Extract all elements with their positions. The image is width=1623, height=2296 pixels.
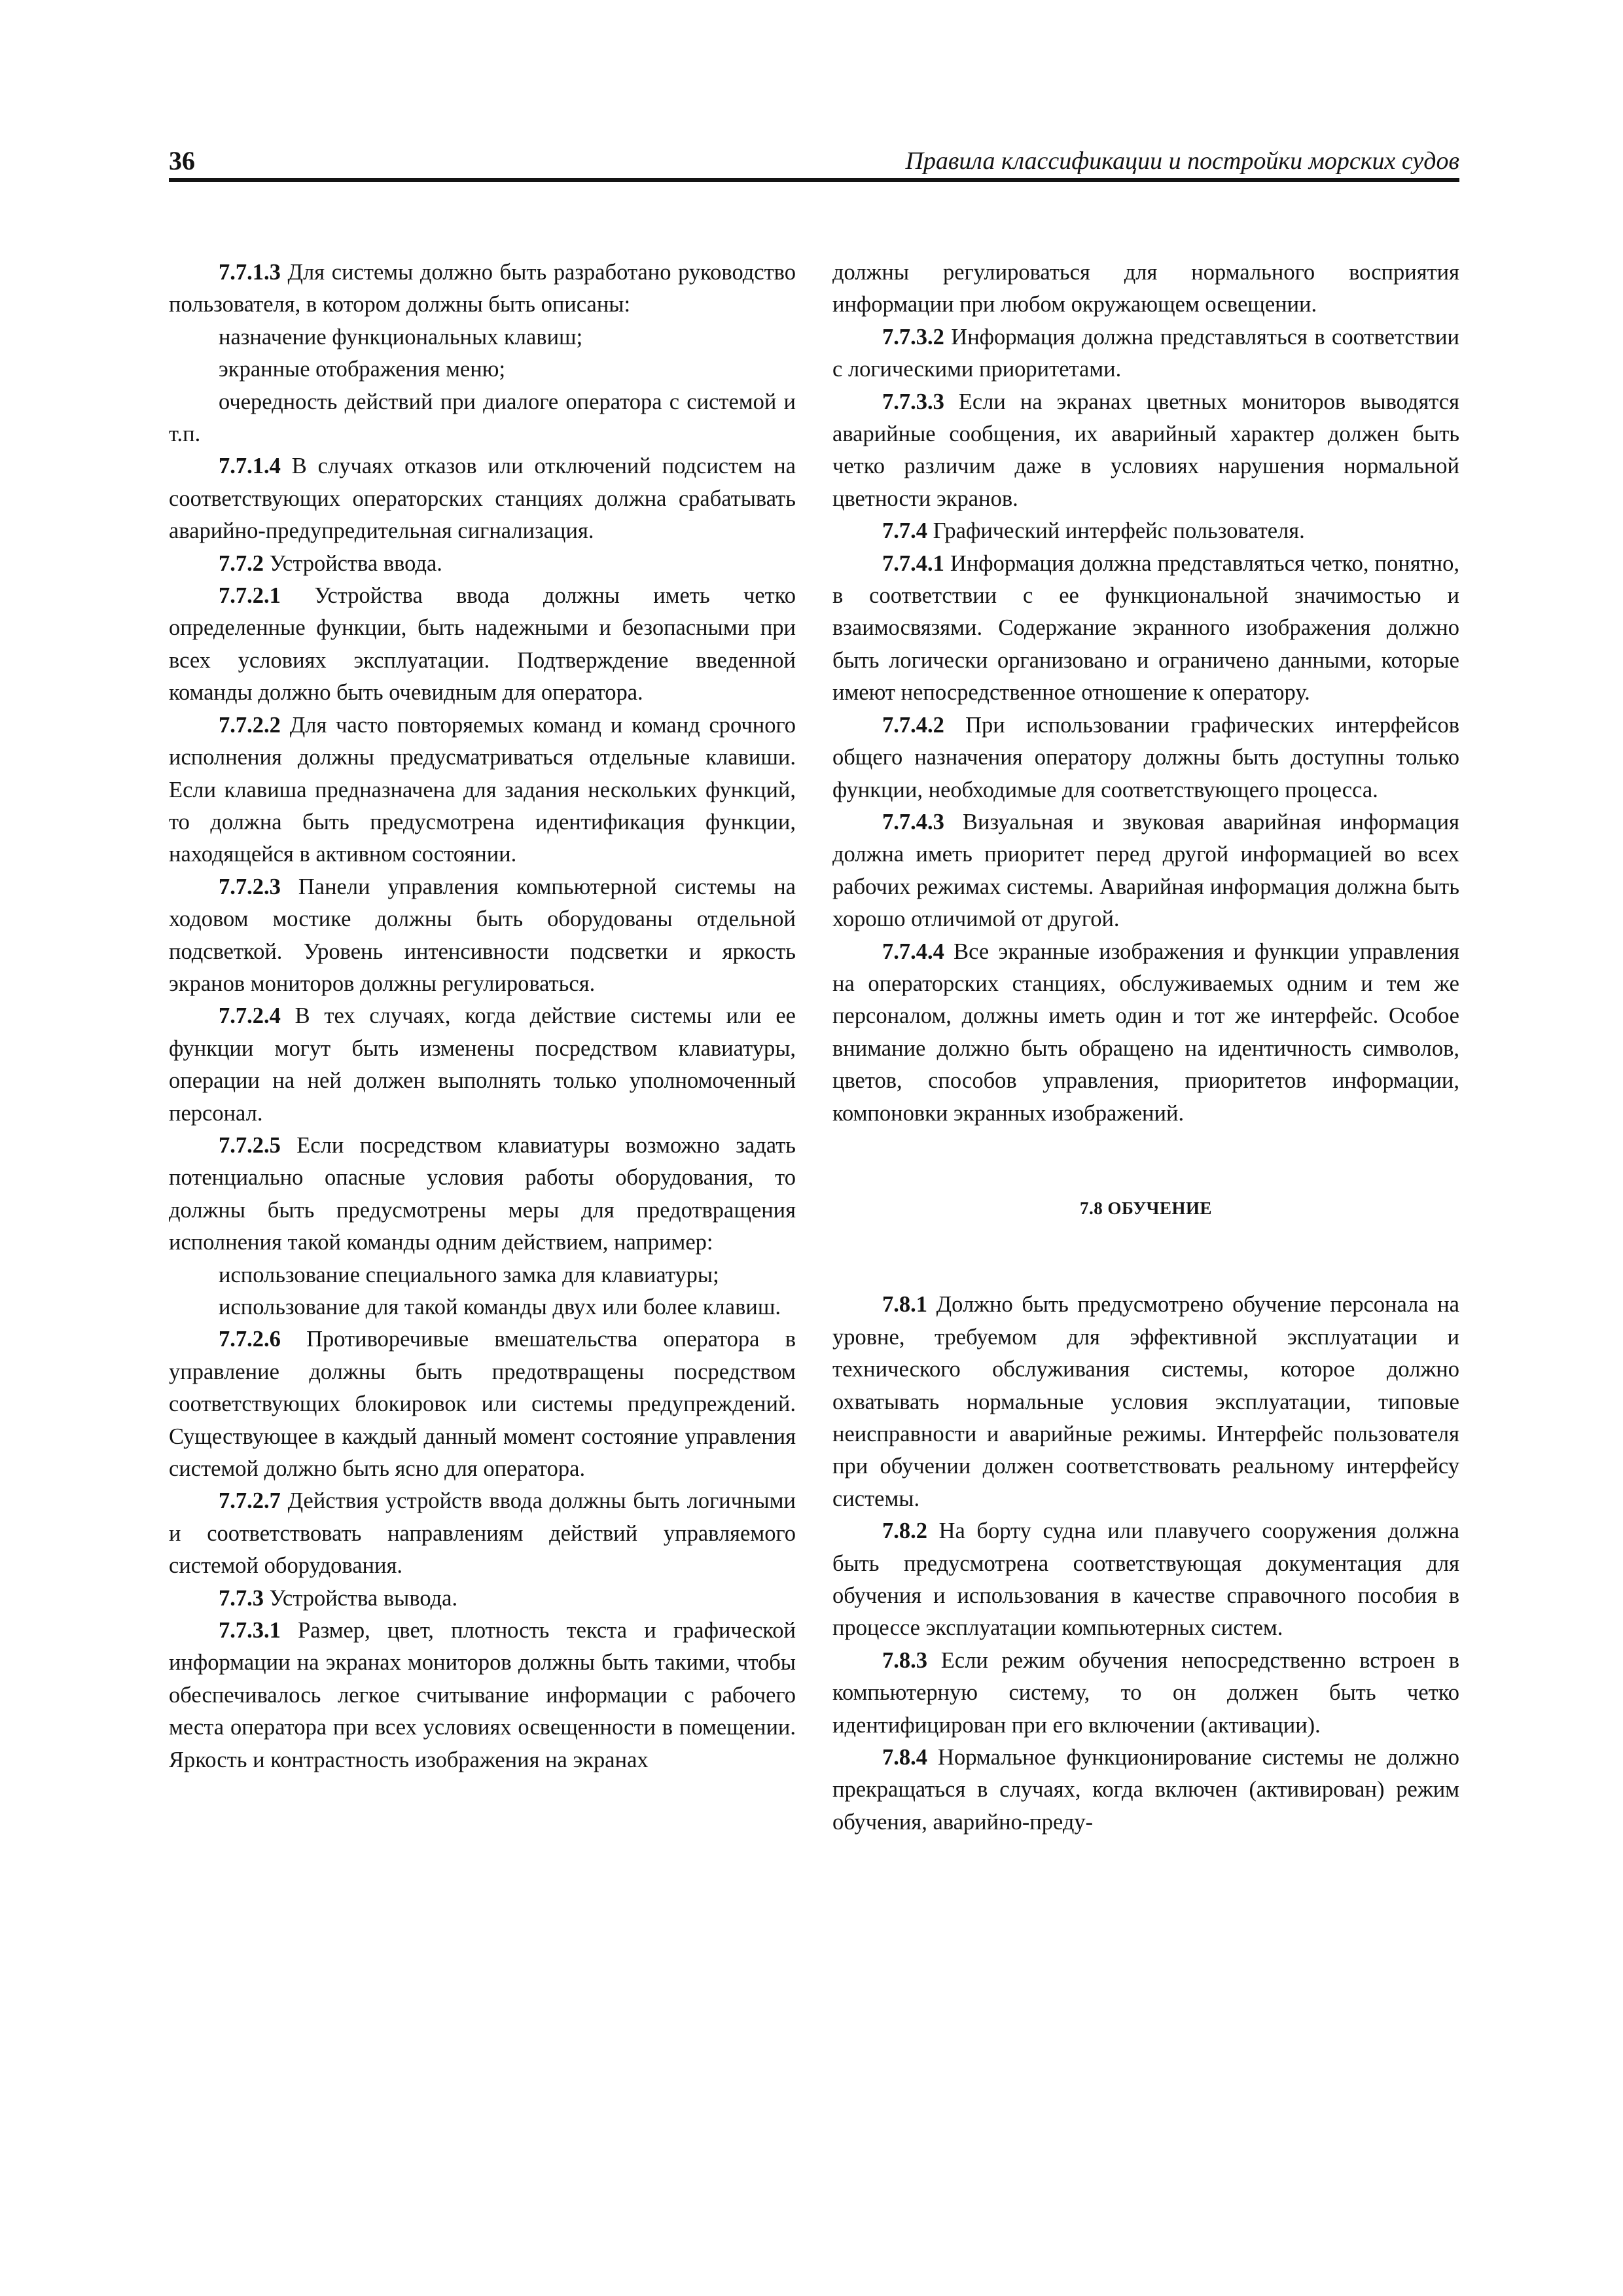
paragraph-text: Устройства ввода должны иметь четко определенные функции, быть надежными и безопасными при всех условиях эксплуатации. Подтверждение введенной команды должно быть очевидным для оператора. (169, 583, 796, 706)
paragraph (169, 386, 796, 451)
paragraph-text: Должно быть предусмотрено обучение персонала на уровне, требуемом для эффективной эксплуатации и технического обслуживания системы, которое должно охватывать нормальные условия эксплуатации, типовые неисправности и аварийные режимы. Интерфейс пользователя при обучении должен соответствовать реальному интерфейсу системы. (832, 1292, 1459, 1511)
clause-number: 7.7.2.5 (219, 1132, 281, 1158)
paragraph-text: Все экранные изображения и функции управления на операторских станциях, обслуживаемых одним и тем же персоналом, должны иметь один и тот же интерфейс. Особое внимание должно быть обращено на идентичность символов, цветов, способов управления, приоритетов информации, компоновки экранных изображений. (832, 939, 1459, 1126)
paragraph (832, 806, 1459, 936)
paragraph-text: Если на экранах цветных мониторов выводятся аварийные сообщения, их аварийный характер должен быть четко различим даже в условиях нарушения нормальной цветности экранов. (832, 389, 1459, 511)
clause-number: 7.7.4.3 (882, 809, 944, 834)
paragraph (169, 1130, 796, 1259)
paragraph-text: Графический интерфейс пользователя. (927, 518, 1305, 544)
paragraph-text: Для системы должно быть разработано руководство пользователя, в котором должны быть описаны: (169, 260, 796, 317)
paragraph (169, 1000, 796, 1130)
paragraph-text: В случаях отказов или отключений подсистем на соответствующих операторских станциях должна срабатывать аварийно-предупредительная сигнализация. (169, 454, 796, 544)
paragraph (832, 321, 1459, 386)
paragraph-text: Информация должна представляться четко, понятно, в соответствии с ее функциональной значимостью и взаимосвязями. Содержание экранного изображения должно быть логически организовано и ограничено данными, которые имеют непосредственное отношение к оператору. (832, 550, 1459, 706)
section-heading: 7.8 ОБУЧЕНИЕ (1079, 1198, 1213, 1218)
running-title: Правила классификации и постройки морских судов (905, 147, 1459, 175)
paragraph-text: Устройства ввода. (264, 550, 442, 576)
paragraph (169, 353, 796, 386)
paragraph-text: На борту судна или плавучего сооружения должна быть предусмотрена соответствующая документация для обучения и использования в качестве справочного пособия в процессе эксплуатации компьютерных систем. (832, 1518, 1459, 1641)
clause-number: 7.7.2 (219, 550, 264, 576)
clause-number: 7.7.3.1 (219, 1618, 281, 1643)
paragraph (832, 936, 1459, 1130)
clause-number: 7.7.2.7 (219, 1488, 281, 1514)
paragraph (832, 548, 1459, 709)
paragraph (832, 1289, 1459, 1515)
paragraph (832, 1645, 1459, 1742)
left-column (169, 257, 796, 1776)
page-number: 36 (169, 146, 195, 175)
clause-number: 7.7.2.4 (219, 1003, 281, 1029)
paragraph (169, 1291, 796, 1323)
clause-number: 7.7.4.1 (882, 550, 944, 576)
clause-number: 7.7.4 (882, 518, 927, 544)
clause-number: 7.7.2.1 (219, 583, 281, 609)
paragraph (169, 321, 796, 353)
clause-number: 7.8.1 (882, 1292, 927, 1318)
paragraph-text: В тех случаях, когда действие системы или ее функции могут быть изменены посредством клавиатуры, операции на ней должен выполнять только уполномоченный персонал. (169, 1003, 796, 1126)
paragraph (832, 515, 1459, 547)
paragraph-text: Для часто повторяемых команд и команд срочного исполнения должны предусматриваться отдельные клавиши. Если клавиша предназначена для задания нескольких функций, то должна быть предусмотрена идентификация функции, находящейся в активном состоянии. (169, 712, 796, 867)
clause-number: 7.8.4 (882, 1745, 927, 1770)
paragraph-text: экранные отображения меню; (219, 357, 506, 382)
paragraph (169, 450, 796, 547)
paragraph-text: использование для такой команды двух или более клавиш. (219, 1295, 781, 1319)
paragraph-text: Нормальное функционирование системы не должно прекращаться в случаях, когда включен (активирован) режим обучения, аварийно-преду- (832, 1745, 1459, 1835)
paragraph (169, 1323, 796, 1485)
paragraph-text: Действия устройств ввода должны быть логичными и соответствовать направлениям действий управляемого системой оборудования. (169, 1488, 796, 1579)
paragraph-text: Информация должна представляться в соответствии с логическими приоритетами. (832, 324, 1459, 382)
clause-number: 7.7.2.3 (219, 874, 281, 899)
clause-number: 7.7.3 (219, 1585, 264, 1611)
paragraph (169, 257, 796, 321)
paragraph (832, 257, 1459, 321)
clause-number: 7.7.2.6 (219, 1327, 281, 1352)
clause-number: 7.7.4.2 (882, 712, 944, 738)
page-header (169, 145, 1459, 179)
paragraph (832, 1742, 1459, 1839)
paragraph-text: При использовании графических интерфейсов общего назначения оператору должны быть доступны только функции, необходимые для соответствующего процесса. (832, 712, 1459, 802)
paragraph-text: Панели управления компьютерной системы на ходовом мостике должны быть оборудованы отдельной подсветкой. Уровень интенсивности подсветки и яркость экранов мониторов должны регулироваться. (169, 874, 796, 996)
paragraph-text: Визуальная и звуковая аварийная информация должна иметь приоритет перед другой информацией во всех рабочих режимах системы. Аварийная информация должна быть хорошо отличимой от другой. (832, 809, 1459, 932)
paragraph-text: Противоречивые вмешательства оператора в управление должны быть предотвращены посредством соответствующих блокировок или системы предупреждений. Существующее в каждый данный момент состояние управления системой должно быть ясно для оператора. (169, 1327, 796, 1482)
clause-number: 7.7.1.4 (219, 454, 281, 479)
paragraph-text: Если режим обучения непосредственно встроен в компьютерную систему, то он должен быть четко идентифицирован при его включении (активации). (832, 1647, 1459, 1738)
paragraph-text: очередность действий при диалоге оператора с системой и т.п. (169, 389, 796, 447)
right-column (832, 257, 1459, 1839)
header-rule (169, 178, 1459, 182)
paragraph (169, 709, 796, 871)
clause-number: 7.7.2.2 (219, 712, 281, 738)
clause-number: 7.7.3.2 (882, 324, 944, 350)
paragraph (832, 1515, 1459, 1645)
paragraph-text: Устройства вывода. (264, 1585, 458, 1611)
paragraph (832, 709, 1459, 806)
paragraph (832, 386, 1459, 516)
paragraph (169, 580, 796, 709)
paragraph-text: должны регулироваться для нормального восприятия информации при любом окружающем освещении. (832, 260, 1459, 317)
paragraph-text: Размер, цвет, плотность текста и графической информации на экранах мониторов должны быть такими, чтобы обеспечивалось легкое считывание информации с рабочего места оператора при всех условиях освещенности в помещении. Яркость и контрастность изображения на экранах (169, 1618, 796, 1772)
paragraph (169, 1485, 796, 1582)
paragraph-text: назначение функциональных клавиш; (219, 324, 583, 350)
paragraph (169, 1259, 796, 1291)
clause-number: 7.7.3.3 (882, 389, 944, 414)
paragraph (169, 548, 796, 580)
clause-number: 7.8.3 (882, 1647, 927, 1673)
clause-number: 7.7.1.3 (219, 260, 281, 285)
clause-number: 7.7.4.4 (882, 939, 944, 964)
paragraph-text: Если посредством клавиатуры возможно задать потенциально опасные условия работы оборудования, то должны быть предусмотрены меры для предотвращения исполнения такой команды одним действием, например: (169, 1132, 796, 1255)
paragraph (169, 1583, 796, 1615)
paragraph (169, 871, 796, 1001)
paragraph (169, 1615, 796, 1776)
paragraph-text: использование специального замка для клавиатуры; (219, 1262, 719, 1287)
clause-number: 7.8.2 (882, 1518, 927, 1544)
